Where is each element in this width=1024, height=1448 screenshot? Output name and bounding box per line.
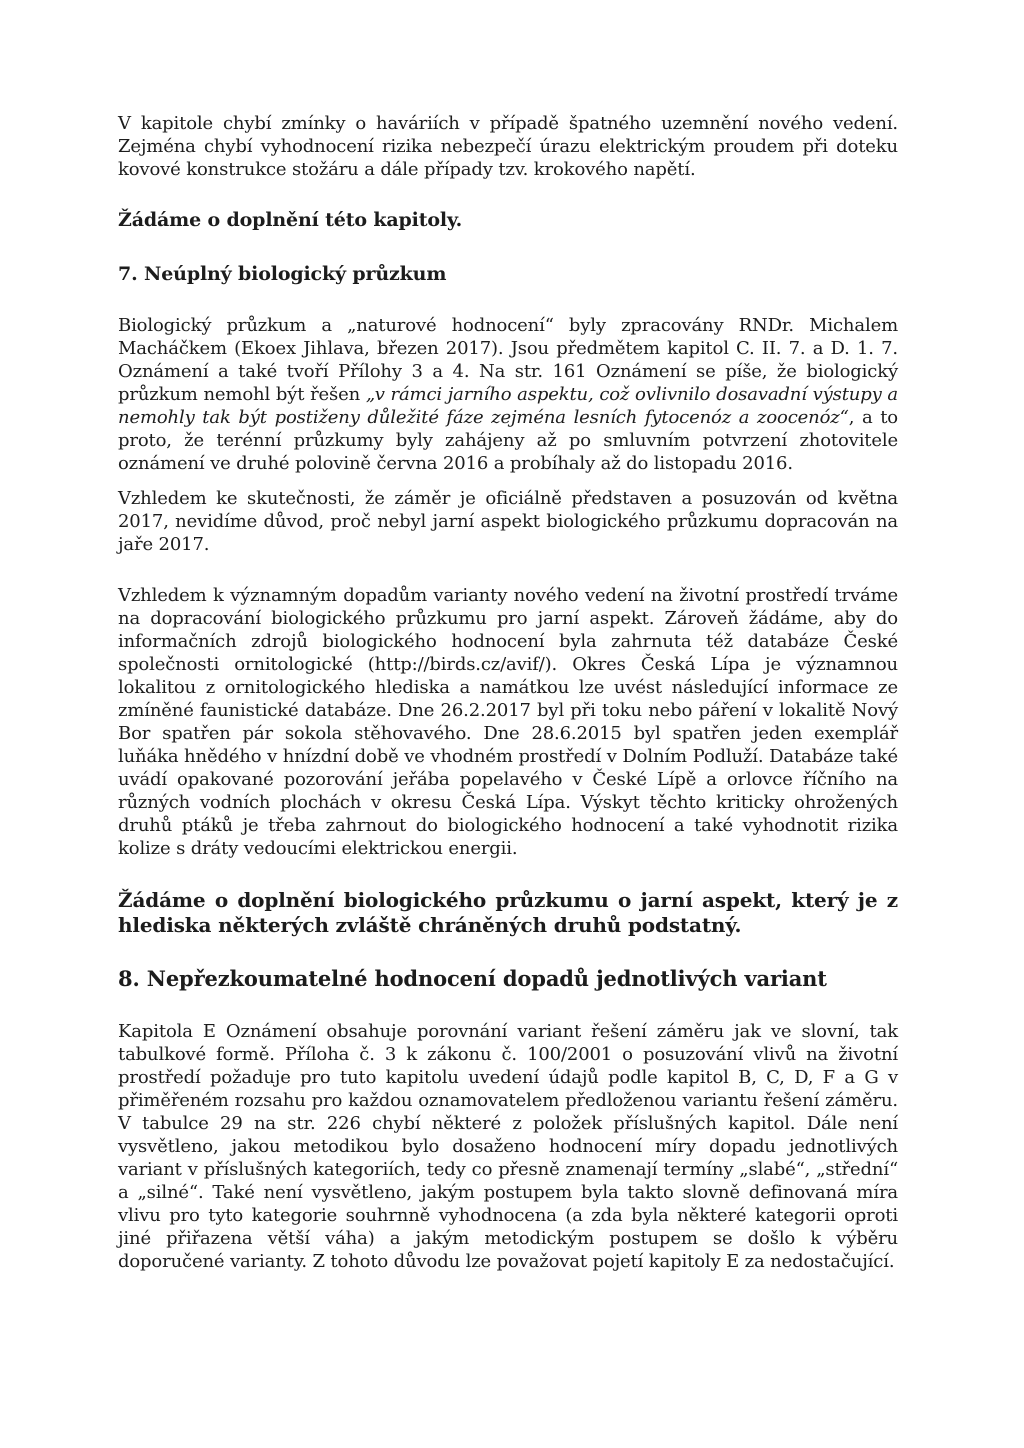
section-7-paragraph-2: Vzhledem ke skutečnosti, že záměr je oficiálně představen a posuzován od května 2017, nevidíme důvod, proč nebyl jarní aspekt biologického průzkumu dopracován na jaře 2017.	[118, 488, 898, 555]
section-7-demand: Žádáme o doplnění biologického průzkumu o jarní aspekt, který je z hlediska některých zvláště chráněných druhů podstatný.	[118, 888, 898, 937]
intro-demand: Žádáme o doplnění této kapitoly.	[118, 209, 463, 231]
document-page	[118, 112, 898, 1273]
section-7-p1-end: , a to proto, že terénní průzkumy byly zahájeny až po smluvním potvrzení zhotovitele oznámení ve druhé polovině června 2016 a probíhaly až do listopadu 2016.	[118, 407, 898, 474]
section-7-paragraph-1	[118, 314, 898, 475]
section-8-heading: 8. Nepřezkoumatelné hodnocení dopadů jednotlivých variant	[118, 966, 827, 991]
intro-paragraph: V kapitole chybí zmínky o haváriích v případě špatného uzemnění nového vedení. Zejména chybí vyhodnocení rizika nebezpečí úrazu elektrickým proudem při doteku kovové konstrukce stožáru a dále případy tzv. krokového napětí.	[118, 113, 898, 180]
section-7-heading: 7. Neúplný biologický průzkum	[118, 263, 447, 285]
section-7-p1-quote: „v rámci jarního aspektu, což ovlivnilo dosavadní výstupy a nemohly tak být postiženy důležité fáze zejména lesních fytocenóz a zoocenóz“	[118, 384, 898, 428]
section-7-p1-start: Biologický průzkum a „naturové hodnocení“ byly zpracovány RNDr. Michalem Macháčkem (Ekoex Jihlava, březen 2017). Jsou předmětem kapitol C. II. 7. a D. 1. 7. Oznámení a také tvoří Přílohy 3 a 4. Na str. 161 Oznámení se píše, že biologický průzkum nemohl být řešen	[118, 315, 898, 405]
section-8-paragraph-1: Kapitola E Oznámení obsahuje porovnání variant řešení záměru jak ve slovní, tak tabulkové formě. Příloha č. 3 k zákonu č. 100/2001 o posuzování vlivů na životní prostředí požaduje pro tuto kapitolu uvedení údajů podle kapitol B, C, D, F a G v přiměřeném rozsahu pro každou oznamovatelem předloženou variantu řešení záměru. V tabulce 29 na str. 226 chybí některé z položek příslušných kapitol. Dále není vysvětleno, jakou metodikou bylo dosaženo hodnocení míry dopadu jednotlivých variant v příslušných kategoriích, tedy co přesně znamenají termíny „slabé“, „střední“ a „silné“. Také není vysvětleno, jakým postupem byla takto slovně definovaná míra vlivu pro tyto kategorie souhrnně vyhodnocena (a zda byla některé kategorii oproti jiné přiřazena větší váha) a jakým metodickým postupem se došlo k výběru doporučené varianty. Z tohoto důvodu lze považovat pojetí kapitoly E za nedostačující.	[118, 1021, 898, 1272]
section-7-paragraph-3: Vzhledem k významným dopadům varianty nového vedení na životní prostředí trváme na dopracování biologického průzkumu pro jarní aspekt. Zároveň žádáme, aby do informačních zdrojů biologického hodnocení byla zahrnuta též databáze České společnosti ornitologické (http://birds.cz/avif/). Okres Česká Lípa je významnou lokalitou z ornitologického hlediska a namátkou lze uvést následující informace ze zmíněné faunistické databáze. Dne 26.2.2017 byl při toku nebo páření v lokalitě Nový Bor spatřen pár sokola stěhovavého. Dne 28.6.2015 byl spatřen jeden exemplář luňáka hnědého v hnízdní době ve vhodném prostředí v Dolním Podluží. Databáze také uvádí opakované pozorování jeřába popelavého v České Lípě a orlovce říčního na různých vodních plochách v okresu Česká Lípa. Výskyt těchto kriticky ohrožených druhů ptáků je třeba zahrnout do biologického hodnocení a také vyhodnotit rizika kolize s dráty vedoucími elektrickou energii.	[118, 585, 898, 859]
